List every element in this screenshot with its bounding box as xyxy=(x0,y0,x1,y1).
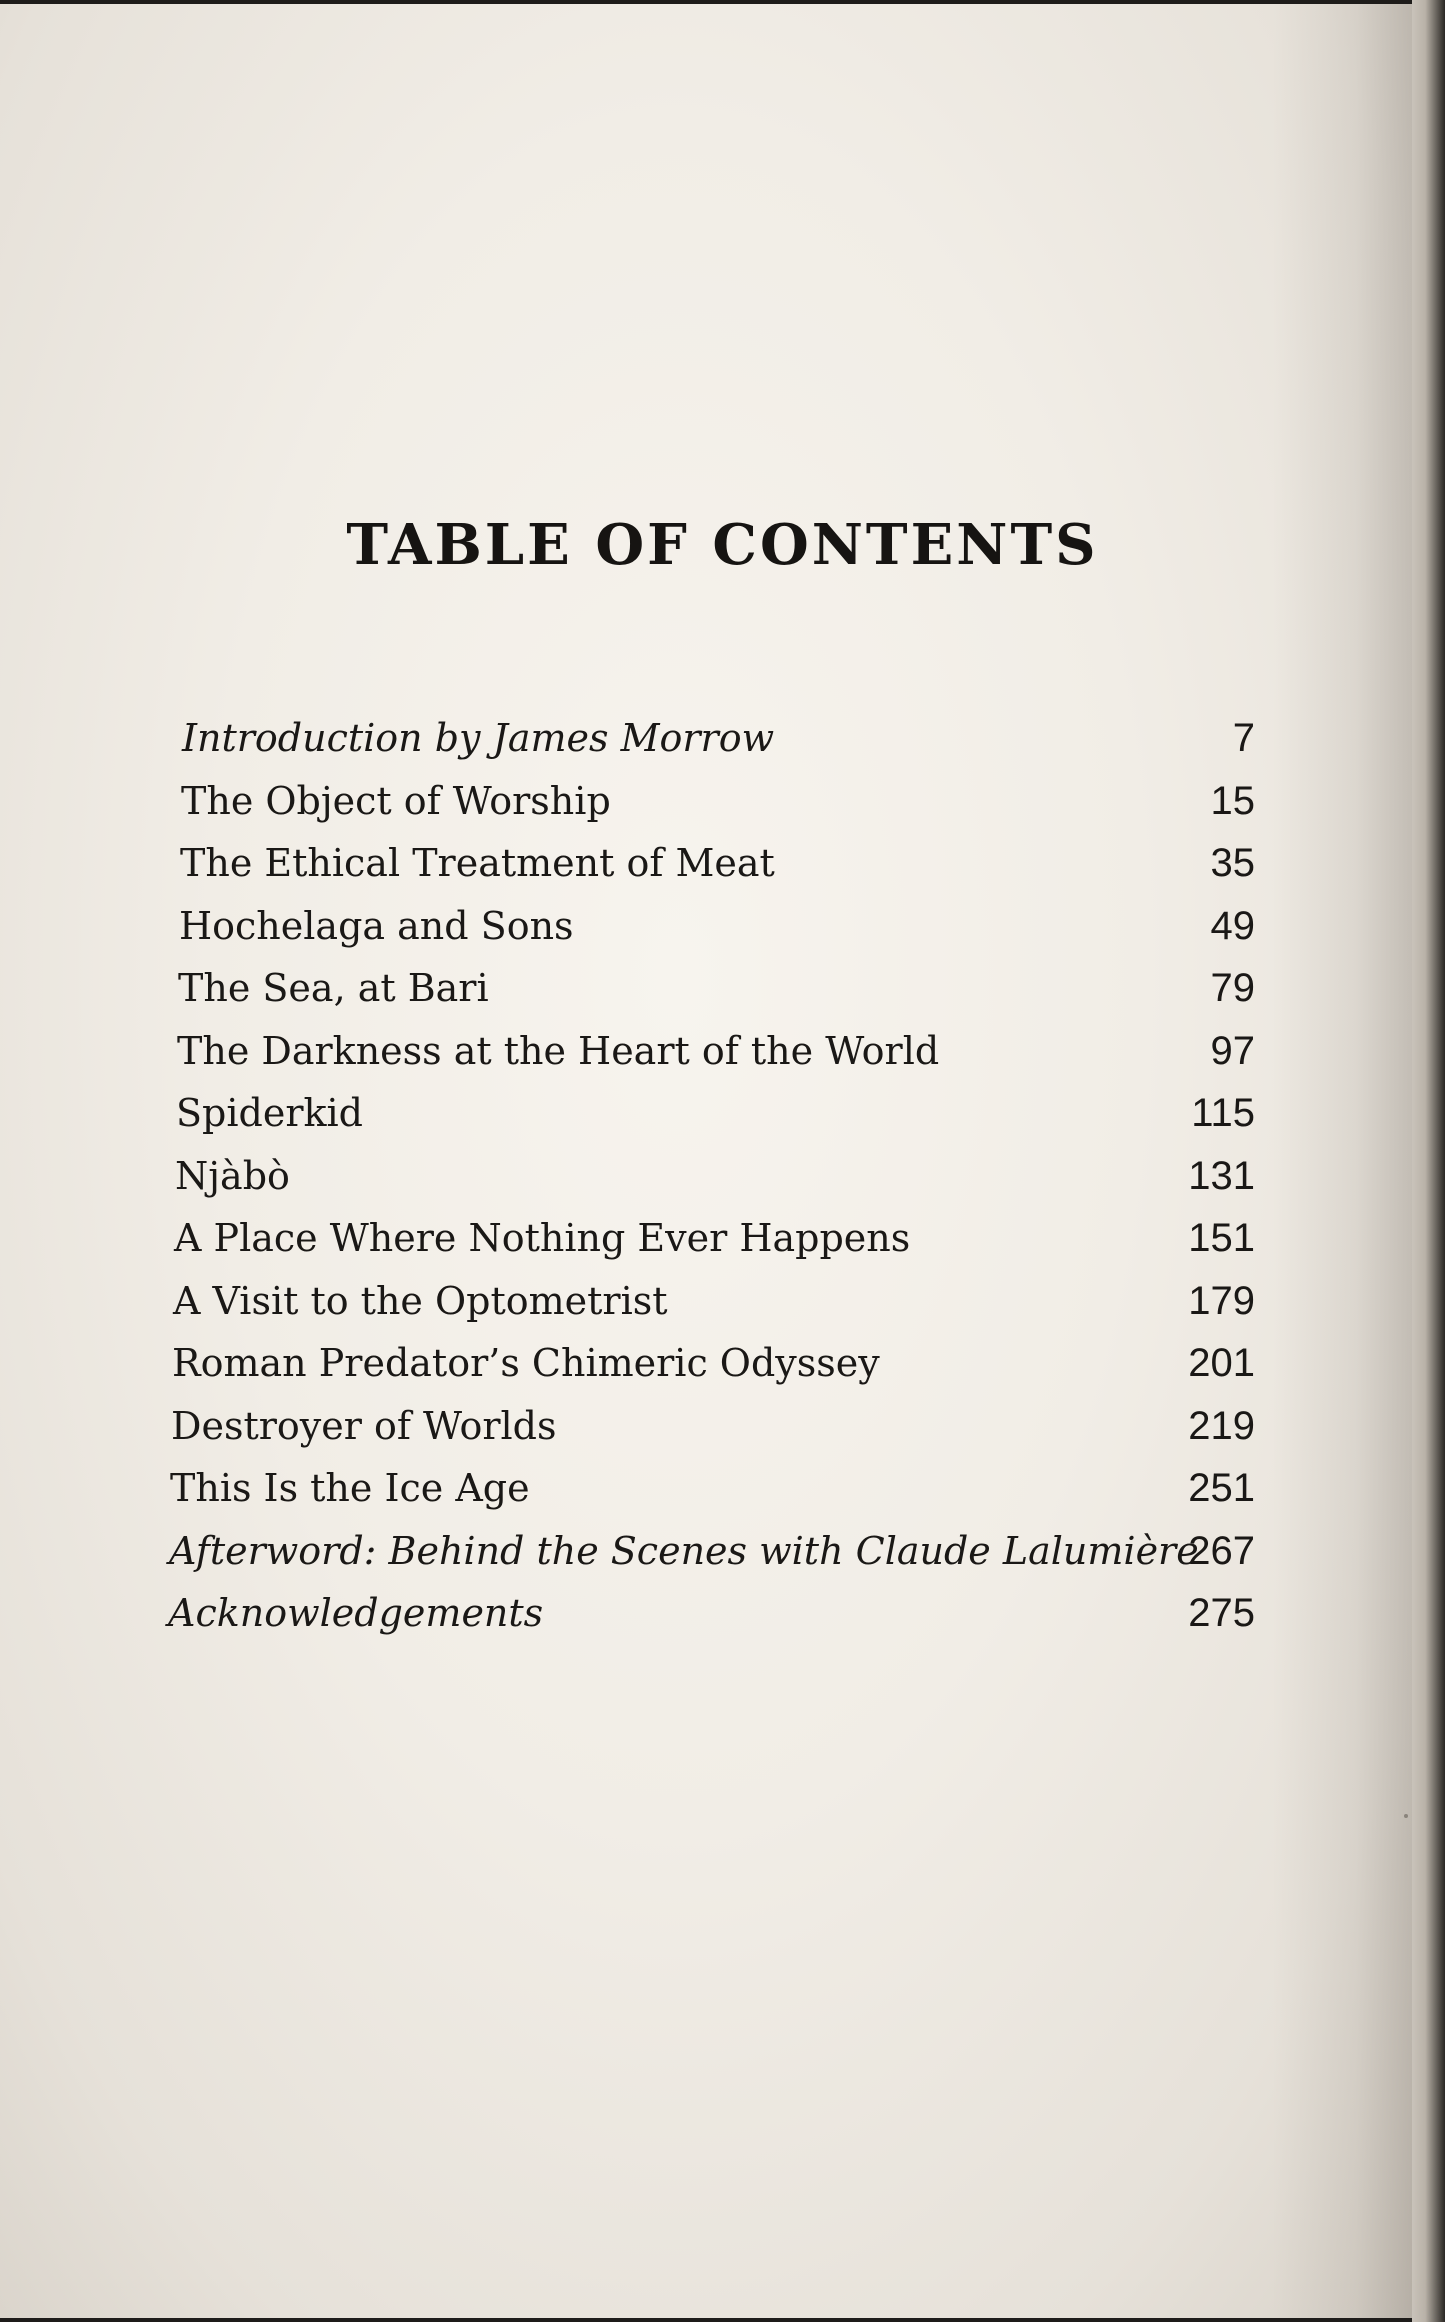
toc-entry xyxy=(0,1270,1445,1332)
toc-entry-title: A Visit to the Optometrist xyxy=(173,1279,668,1323)
toc-entry xyxy=(0,957,1445,1019)
toc-entry-page-number: 97 xyxy=(1210,1029,1255,1073)
toc-entry-title: Destroyer of Worlds xyxy=(171,1404,557,1448)
toc-entry xyxy=(0,1332,1445,1394)
toc-entry-title: Introduction by James Morrow xyxy=(182,716,775,760)
toc-entry-title: The Darkness at the Heart of the World xyxy=(177,1029,940,1073)
page-title: TABLE OF CONTENTS xyxy=(346,512,1099,578)
toc-entry-page-number: 15 xyxy=(1210,779,1255,823)
toc-entry-page-number: 115 xyxy=(1191,1091,1255,1135)
toc-entry-title: The Object of Worship xyxy=(181,779,611,823)
toc-entry-page-number: 275 xyxy=(1188,1591,1255,1635)
toc-entry-page-number: 219 xyxy=(1188,1404,1255,1448)
toc-entry xyxy=(0,1207,1445,1269)
toc-entry-page-number: 151 xyxy=(1188,1216,1255,1260)
toc-entry-title: Afterword: Behind the Scenes with Claude Lalumière xyxy=(169,1529,1199,1573)
toc-entry-page-number: 131 xyxy=(1188,1154,1255,1198)
toc-entry-title: Roman Predator’s Chimeric Odyssey xyxy=(172,1341,880,1385)
toc-entry xyxy=(0,1395,1445,1457)
toc-entry-title: Hochelaga and Sons xyxy=(179,904,574,948)
toc-entry xyxy=(0,707,1445,769)
toc-entry xyxy=(0,1520,1445,1582)
toc-entry xyxy=(0,1145,1445,1207)
toc-entry-page-number: 79 xyxy=(1210,966,1255,1010)
toc-entry-page-number: 251 xyxy=(1188,1466,1255,1510)
toc-entry xyxy=(0,832,1445,894)
paper-speck xyxy=(1404,1814,1408,1818)
toc-entry-title: A Place Where Nothing Ever Happens xyxy=(174,1216,911,1260)
toc-entry-title: Njàbò xyxy=(175,1154,290,1198)
toc-entry-title: Spiderkid xyxy=(176,1091,363,1135)
toc-entry xyxy=(0,1020,1445,1082)
toc-entry xyxy=(0,770,1445,832)
toc-entry-page-number: 179 xyxy=(1188,1279,1255,1323)
toc-entry-page-number: 267 xyxy=(1188,1529,1255,1573)
toc-entry xyxy=(0,895,1445,957)
toc-entry xyxy=(0,1082,1445,1144)
toc-entry-title: The Ethical Treatment of Meat xyxy=(180,841,775,885)
toc-entry-page-number: 35 xyxy=(1210,841,1255,885)
toc-entry-title: Acknowledgements xyxy=(168,1591,544,1635)
toc-entry xyxy=(0,1582,1445,1644)
toc-entry-title: The Sea, at Bari xyxy=(178,966,489,1010)
toc-entry-page-number: 201 xyxy=(1188,1341,1255,1385)
toc-entry xyxy=(0,1457,1445,1519)
toc-entry-page-number: 49 xyxy=(1210,904,1255,948)
toc-entry-page-number: 7 xyxy=(1232,716,1255,760)
toc-entry-title: This Is the Ice Age xyxy=(170,1466,530,1510)
